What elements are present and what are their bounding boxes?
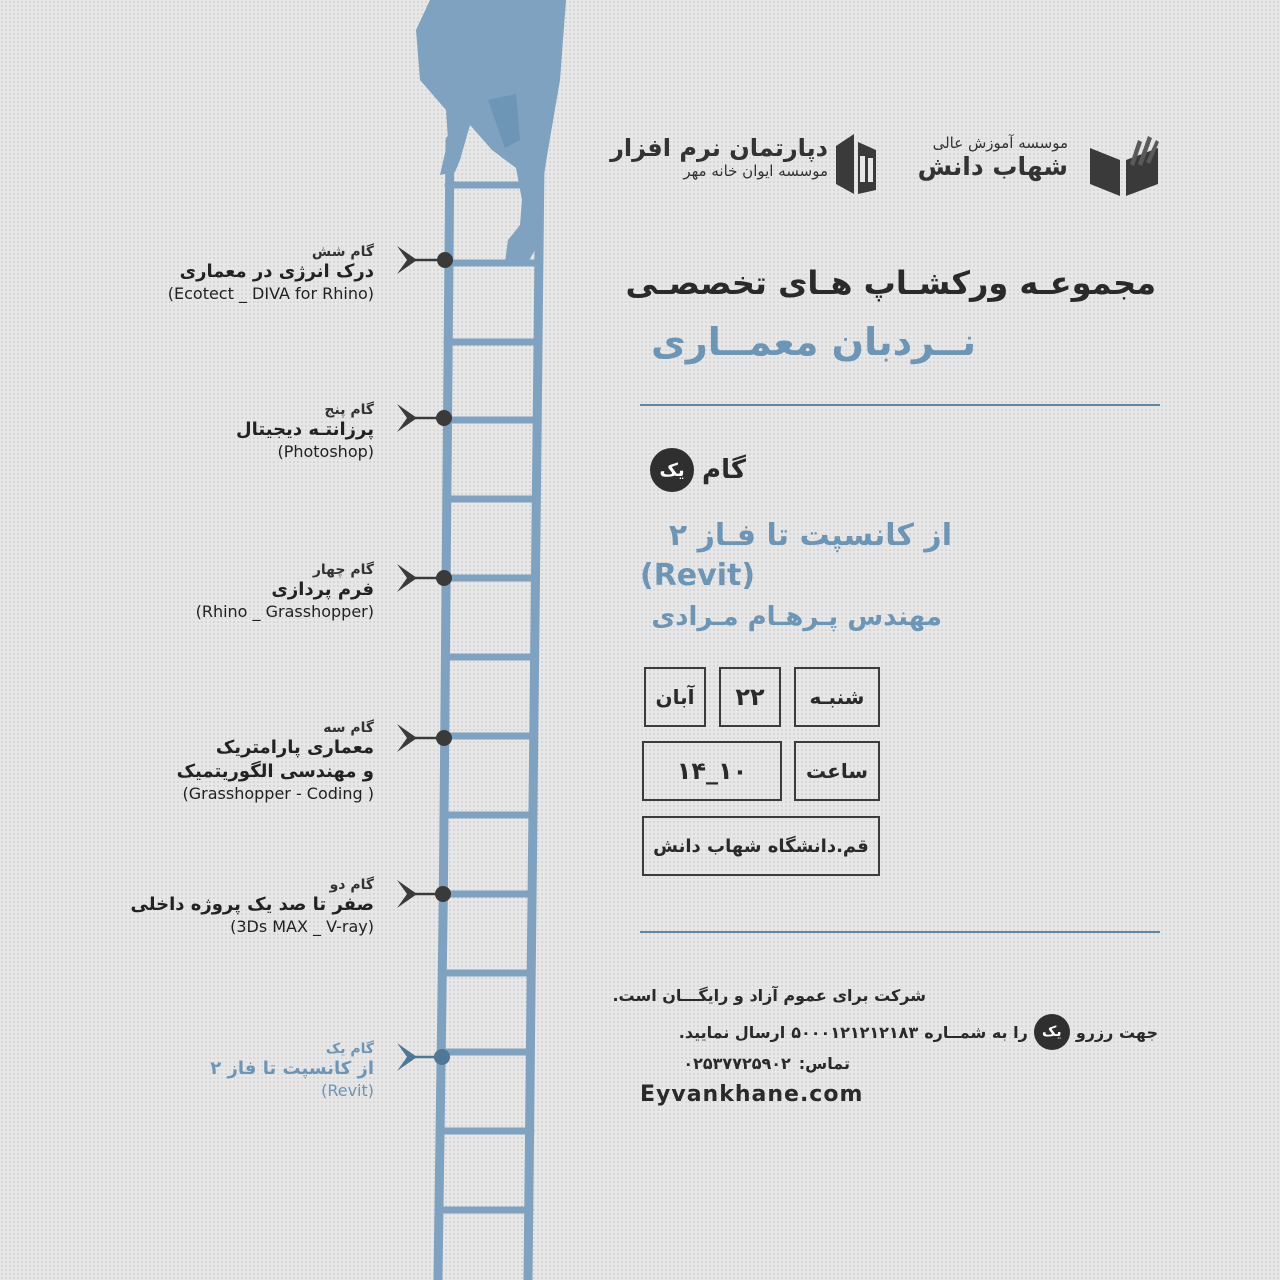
reserve-code-badge: یک <box>1034 1014 1070 1050</box>
department-logo <box>832 126 882 200</box>
step-title: درک انرژی در معماری <box>179 261 374 282</box>
step-number: گام دو <box>329 877 374 893</box>
step-number: گام سه <box>323 720 374 736</box>
course-software: (Revit) <box>640 558 756 593</box>
step-4 <box>196 562 374 621</box>
step-title: از کانسپت تا فاز ۲ <box>210 1058 374 1079</box>
reserve-number: ۵۰۰۰۱۲۱۲۱۲۱۸۳ <box>791 1022 919 1042</box>
reserve-suffix: ارسال نمایید. <box>678 1022 786 1042</box>
step-1 <box>210 1041 374 1100</box>
step-software: (3Ds MAX _ V-ray) <box>230 917 374 936</box>
step-number: گام یک <box>325 1041 374 1057</box>
date-box: ۲۲ <box>719 667 781 727</box>
ladder-rails <box>438 140 540 1280</box>
building-icon <box>832 126 882 196</box>
page-title: مجموعـه ورکشـاپ هـای تخصصـی <box>625 264 1156 302</box>
step-software: (Grasshopper - Coding ) <box>182 784 374 803</box>
step-5 <box>236 402 374 461</box>
instructor-name: مهندس پـرهـام مـرادی <box>651 602 942 632</box>
reserve-middle: را به شمــاره <box>924 1022 1028 1042</box>
step-6 <box>168 244 374 303</box>
website-link[interactable]: Eyvankhane.com <box>640 1082 864 1107</box>
step-title: معماری پارامتریک <box>215 737 374 758</box>
free-entry-text: شرکت برای عموم آزاد و رایگـــان است. <box>612 986 926 1005</box>
reservation-line <box>679 1014 1158 1050</box>
ladder-rungs <box>440 185 538 1210</box>
step-title-line2: و مهندسی الگوریتمیک <box>176 761 374 782</box>
institute-name <box>918 134 1068 181</box>
step-number: گام شش <box>311 244 374 260</box>
department-name-line1: دپارتمان نرم افزار <box>610 134 828 162</box>
step-software: (Revit) <box>321 1081 374 1100</box>
contact-number: ۰۲۵۳۷۷۲۵۹۰۲ <box>683 1054 791 1073</box>
step-software: (Photoshop) <box>277 442 374 461</box>
course-title: از کانسپت تا فـاز ۲ <box>668 518 952 553</box>
time-value-box: ۱۰_۱۴ <box>642 741 782 801</box>
step-title: فرم پردازی <box>271 579 374 600</box>
step-2 <box>131 877 374 936</box>
divider-top <box>640 404 1160 406</box>
institute-name-line1: موسسه آموزش عالی <box>932 134 1068 152</box>
step-number: گام پنج <box>324 402 374 418</box>
reserve-prefix: جهت رزرو <box>1075 1022 1158 1042</box>
step-3 <box>177 720 374 803</box>
department-name <box>610 134 828 180</box>
contact-label: تماس: <box>798 1054 850 1073</box>
institute-name-line2: شهاب دانش <box>917 152 1068 181</box>
step-title: پرزانتـه دیجیتال <box>236 419 374 440</box>
current-step-heading <box>650 448 746 492</box>
contact-line <box>683 1054 850 1073</box>
current-step-badge: یک <box>650 448 694 492</box>
day-box: شنبـه <box>794 667 880 727</box>
open-book-icon <box>1086 130 1162 198</box>
department-name-line2: موسسه ایوان خانه مهر <box>683 162 828 180</box>
current-step-word: گام <box>702 455 746 485</box>
divider-bottom <box>640 931 1160 933</box>
step-software: (Ecotect _ DIVA for Rhino) <box>167 284 374 303</box>
location-box: قم.دانشگاه شهاب دانش <box>642 816 880 876</box>
step-title: صفر تا صد یک پروژه داخلی <box>130 894 374 915</box>
step-number: گام چهار <box>312 562 374 578</box>
institute-logo <box>1086 130 1162 202</box>
time-label-box: ساعت <box>794 741 880 801</box>
step-software: (Rhino _ Grasshopper) <box>195 602 374 621</box>
month-box: آبان <box>644 667 706 727</box>
page-subtitle: نــردبان معمــاری <box>651 320 976 364</box>
